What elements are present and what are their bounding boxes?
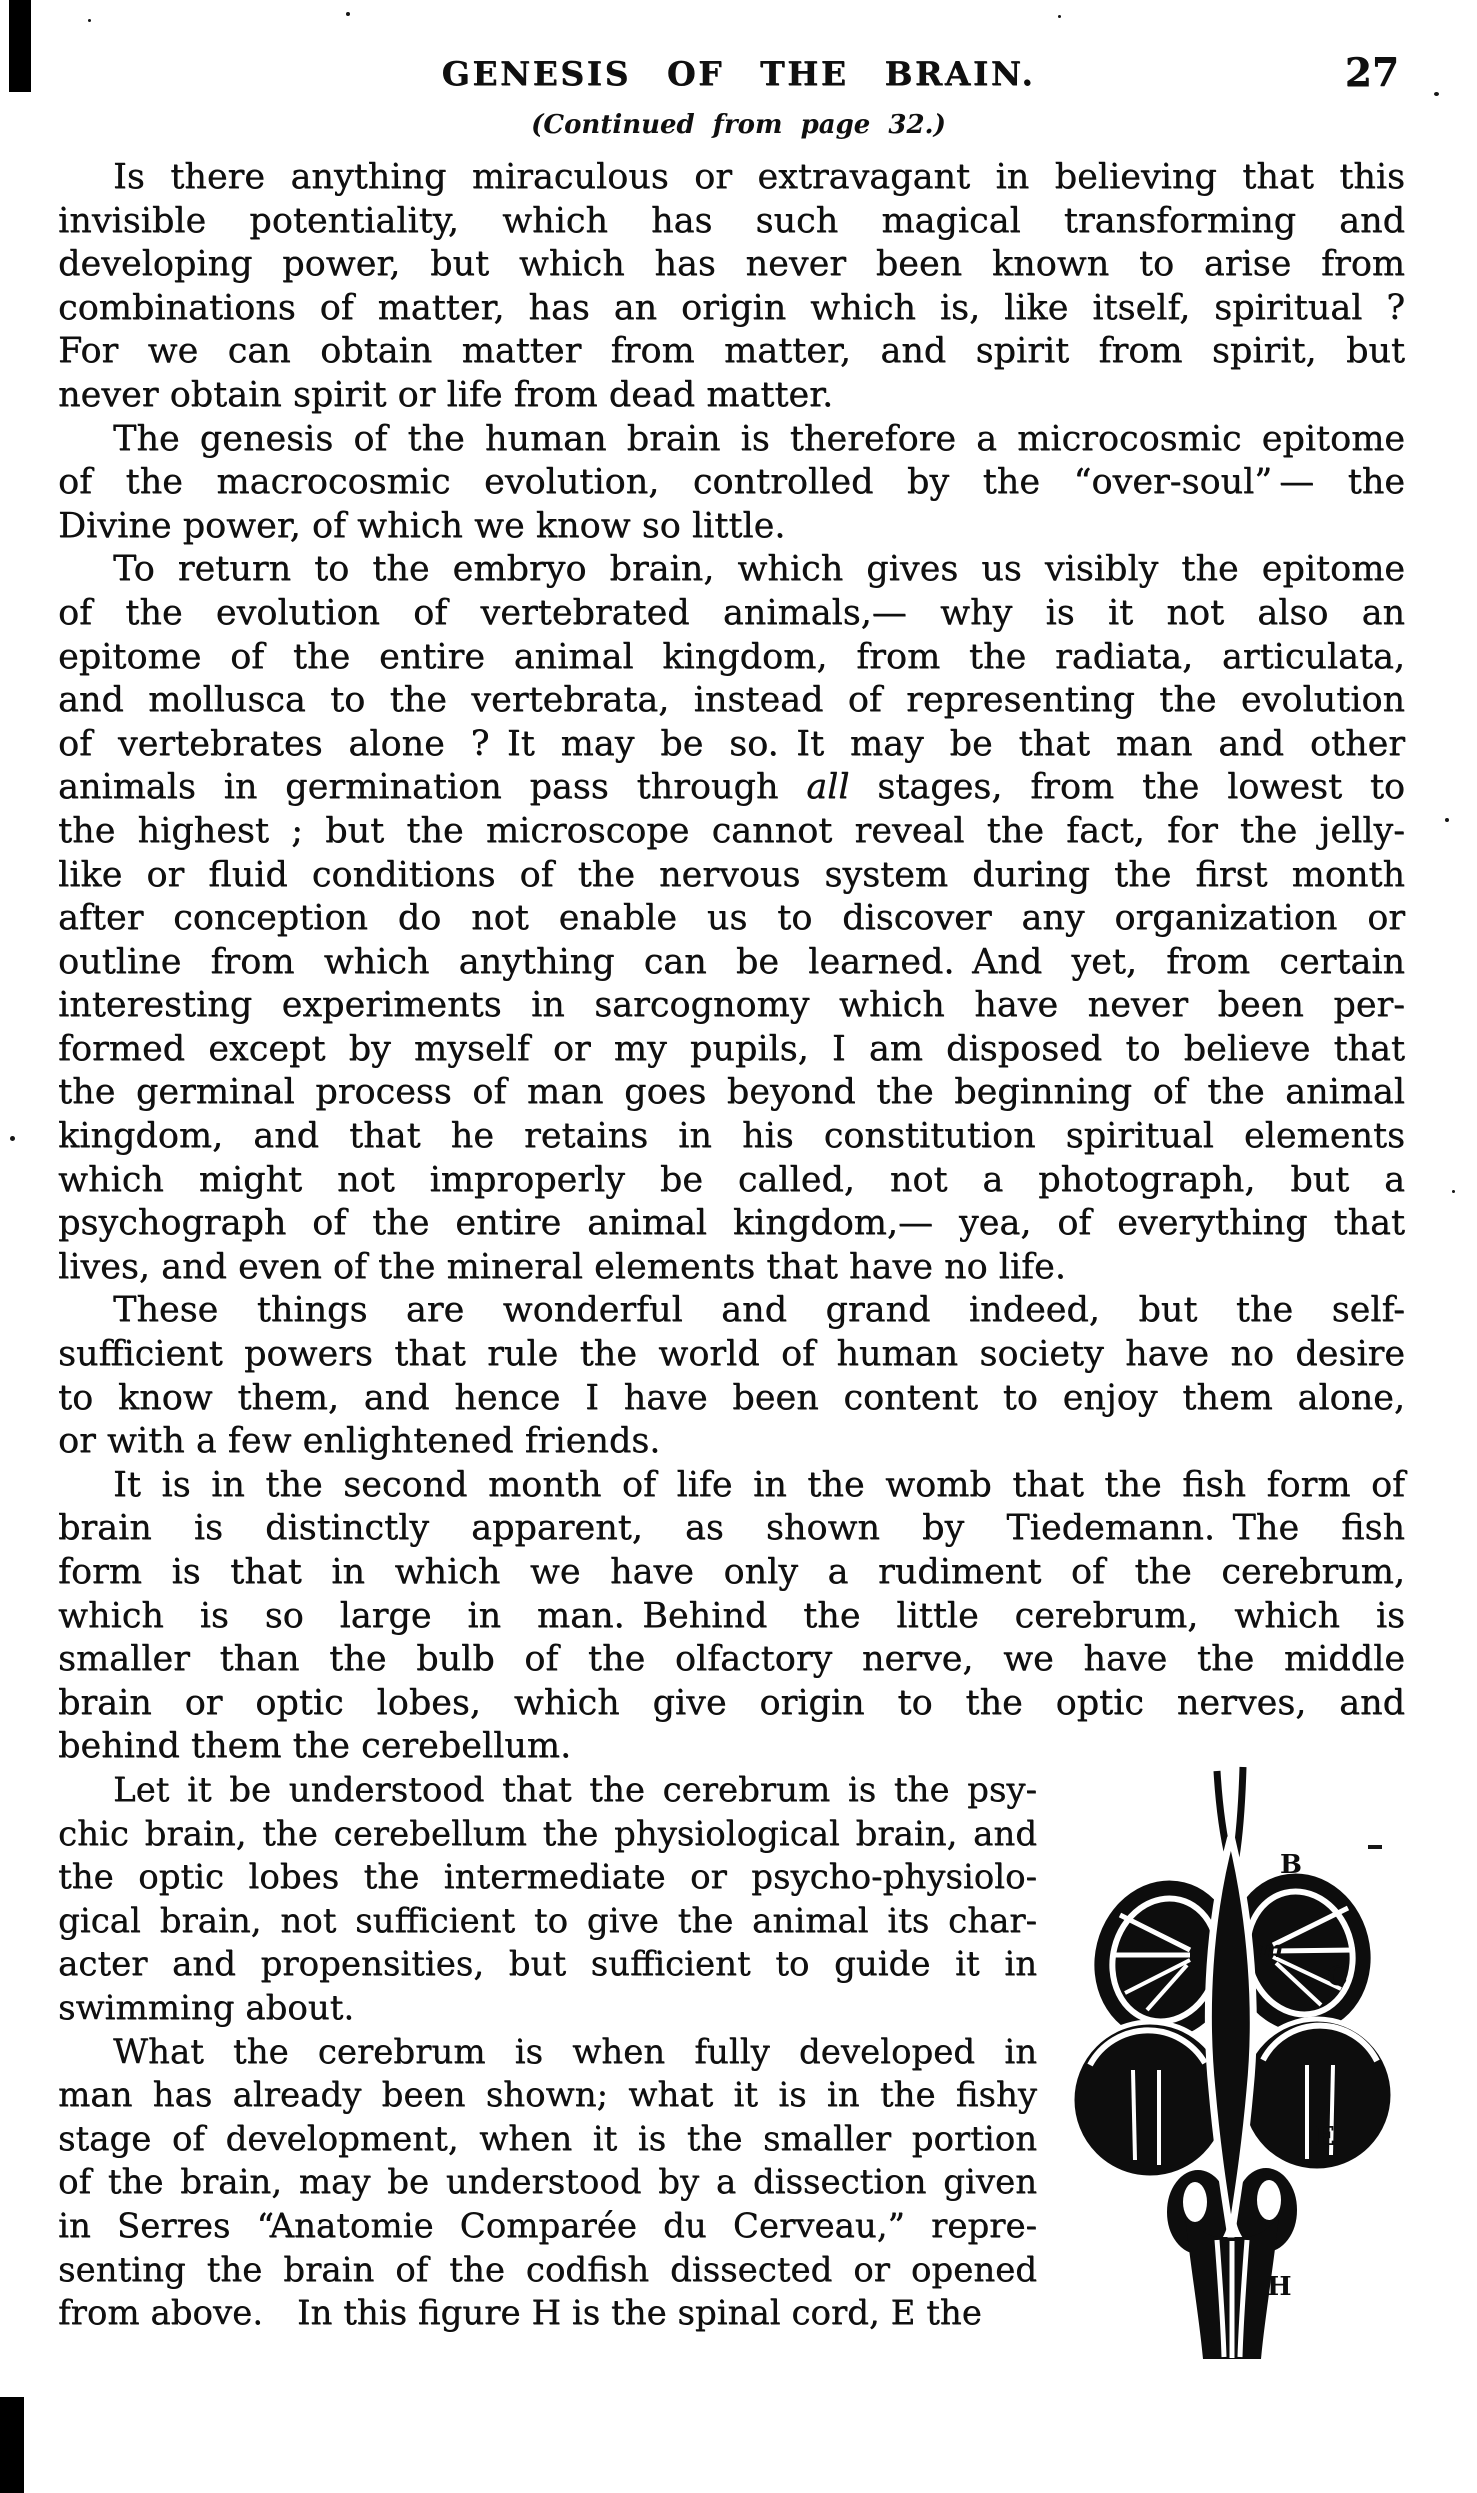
scan-edge-mark-bottom [0,2397,24,2493]
figure-label-m: m [1259,1935,1284,1963]
scan-speck [10,1136,15,1141]
scan-speck [1452,1190,1455,1193]
text-line: chic brain, the cerebellum the physiological brain, and [58,1813,1037,1854]
text-line: interesting experiments in sarcognomy which have never been per- [58,985,1405,1026]
text-line: What the cerebrum is when fully developed in [113,2031,1037,2072]
text-line: man has already been shown; what it is in the fishy [58,2075,1037,2116]
text-line: outline from which anything can be learned. And yet, from certain [58,941,1405,982]
page-header [0,0,1477,140]
text-line: senting the brain of the codfish dissected or opened [58,2249,1037,2290]
text-line: brain is distinctly apparent, as shown by Tiedemann. The fish [58,1508,1405,1549]
text-line: form is that in which we have only a rudiment of the cerebrum, [58,1552,1405,1592]
paragraph [58,548,1405,1289]
text-line: smaller than the bulb of the olfactory nerve, we have the middle [58,1639,1405,1680]
continued-note: (Continued from page 32.) [531,110,946,140]
text-line: combinations of matter, has an origin which is, like itself, spiritual ? [58,287,1405,328]
text-line: of the macrocosmic evolution, controlled by the “over-soul” — the [58,462,1405,503]
text-line: swimming about. [58,1987,355,2028]
text-line: formed except by myself or my pupils, I am disposed to believe that [58,1028,1405,1069]
text-line: behind them the cerebellum. [58,1726,572,1767]
paragraph [58,1464,1405,1769]
figure-label-B: B [1280,1849,1302,1880]
figure-label-H: H [1267,2271,1292,2302]
text-line: It is in the second month of life in the womb that the fish form of [113,1464,1405,1505]
running-head [0,50,1477,104]
paragraph [58,156,1405,418]
paragraph [58,418,1405,549]
text-line: of vertebrates alone ? It may be so. It may be that man and other [58,723,1405,764]
article-body [58,156,1405,2336]
text-line: For we can obtain matter from matter, and spirit from spirit, but [58,331,1405,372]
text-line: from above. In this figure H is the spinal cord, E the [58,2293,982,2334]
text-line: epitome of the entire animal kingdom, from the radiata, articulata, [58,636,1405,677]
figure-text-wrap [58,1769,1405,2336]
scan-speck [1368,1845,1382,1849]
text-line: To return to the embryo brain, which gives us visibly the epitome [113,549,1405,590]
page-number: 27 [1344,50,1399,96]
text-line: stage of development, when it is the smaller portion [58,2118,1037,2159]
page-title: GENESIS OF THE BRAIN. [441,54,1036,93]
text-line: the germinal process of man goes beyond the beginning of the animal [58,1072,1405,1113]
text-line: of the brain, may be understood by a dissection given [58,2162,1037,2203]
text-line: psychograph of the entire animal kingdom,— yea, of everything that [58,1203,1405,1244]
text-line: lives, and even of the mineral elements that have no life. [58,1246,1066,1287]
scan-speck [1058,15,1061,18]
text-line: sufficient powers that rule the world of human society have no desire [58,1334,1405,1375]
text-line: invisible potentiality, which has such magical transforming and [58,200,1405,241]
text-line: in Serres “Anatomie Comparée du Cerveau,” repre- [58,2205,1037,2246]
text-line: acter and propensities, but sufficient to guide it in [58,1944,1037,1985]
scan-speck [346,12,350,16]
text-line: which might not improperly be called, not a photograph, but a [58,1159,1405,1200]
text-line: the optic lobes the intermediate or psycho-physiolo- [58,1857,1037,1898]
text-line: The genesis of the human brain is therefore a microcosmic epitome [113,418,1405,459]
text-line: of the evolution of vertebrated animals,— why is it not also an [58,592,1405,633]
figure-label-E: E [1315,2121,1335,2152]
text-line: after conception do not enable us to discover any organization or [58,898,1405,939]
text-line: which is so large in man. Behind the little cerebrum, which is [58,1595,1405,1636]
text-line: gical brain, not sufficient to give the animal its char- [58,1900,1037,1941]
text-line: the highest ; but the microscope cannot reveal the fact, for the jelly- [58,810,1405,851]
text-line: brain or optic lobes, which give origin to the optic nerves, and [58,1682,1405,1723]
text-line: never obtain spirit or life from dead matter. [58,374,834,415]
codfish-brain-figure [1037,1765,1405,2367]
text-line: or with a few enlightened friends. [58,1421,661,1462]
text-line: developing power, but which has never been known to arise from [58,244,1405,285]
text-line: Divine power, of which we know so little. [58,505,786,546]
scan-speck [1445,818,1449,822]
text-line: and mollusca to the vertebrata, instead of representing the evolution [58,680,1405,721]
scan-speck [88,19,91,22]
central-spindle [1208,1767,1253,2237]
text-line: animals in germination pass through all stages, from the lowest to [58,767,1406,808]
text-line: to know them, and hence I have been content to enjoy them alone, [58,1377,1405,1418]
paragraph [58,1289,1405,1463]
text-line: Let it be understood that the cerebrum is the psy- [113,1769,1037,1810]
figure-label-C: C [1327,1961,1348,1992]
codfish-brain-engraving [1065,1765,1405,2365]
text-line: These things are wonderful and grand indeed, but the self- [113,1290,1405,1331]
text-line: like or fluid conditions of the nervous system during the first month [58,854,1405,895]
text-line: Is there anything miraculous or extravagant in believing that this [113,157,1405,197]
text-line: kingdom, and that he retains in his constitution spiritual elements [58,1116,1405,1157]
